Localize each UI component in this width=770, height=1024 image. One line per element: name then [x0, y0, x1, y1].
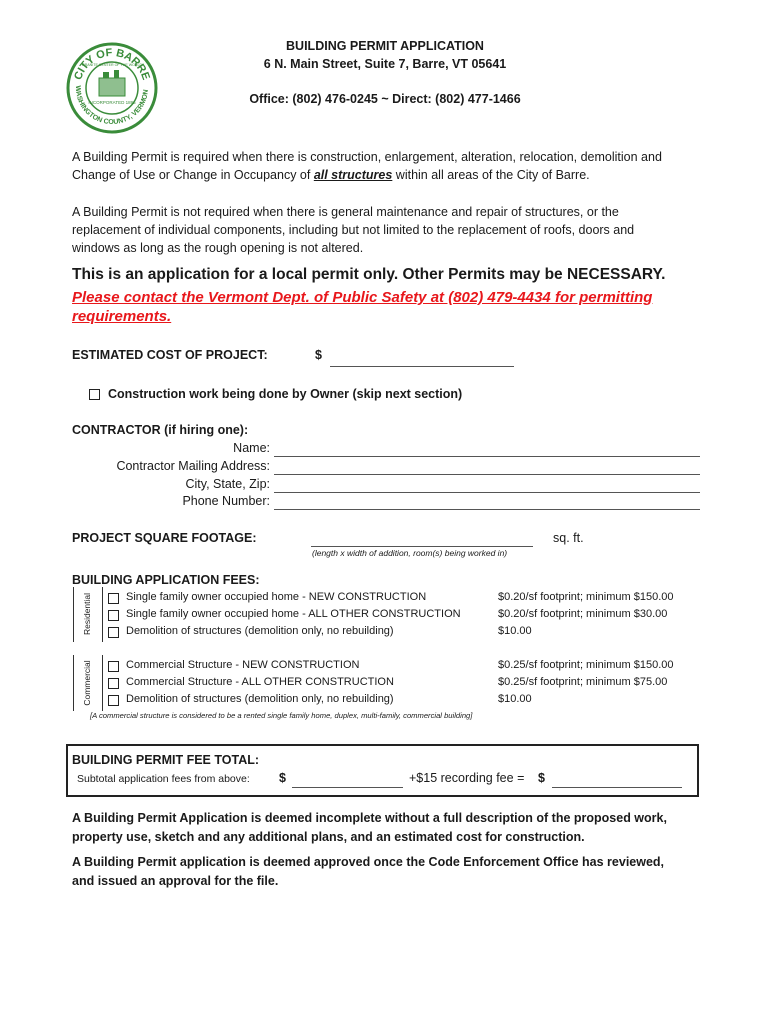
- fee-amount-res-demo: $10.00: [498, 625, 532, 637]
- contact-notice-line2: requirements.: [72, 308, 172, 325]
- fee-checkbox-com-demo[interactable]: [108, 695, 119, 706]
- owner-construction-label: Construction work being done by Owner (skip next section): [108, 387, 463, 401]
- contractor-heading: CONTRACTOR (if hiring one):: [72, 423, 249, 437]
- fee-amount-res-new: $0.20/sf footprint; minimum $150.00: [498, 591, 674, 603]
- fee-checkbox-com-other[interactable]: [108, 678, 119, 689]
- square-footage-unit: sq. ft.: [553, 531, 584, 545]
- square-footage-label: PROJECT SQUARE FOOTAGE:: [72, 531, 257, 545]
- seal-incorporated: INCORPORATED 1895: [88, 100, 136, 105]
- fee-checkbox-res-new[interactable]: [108, 593, 119, 604]
- fee-label-res-new: Single family owner occupied home - NEW CONSTRUCTION: [126, 591, 427, 603]
- contractor-city-label: City, State, Zip:: [185, 477, 270, 491]
- seal-top-text: CITY OF BARRE: [72, 46, 152, 82]
- local-permit-notice: This is an application for a local permit only. Other Permits may be NECESSARY.: [72, 266, 666, 283]
- subtotal-input[interactable]: [292, 787, 403, 788]
- intro-emphasis: all structures: [313, 168, 393, 182]
- square-footage-input[interactable]: [311, 546, 533, 547]
- contractor-address-input[interactable]: [274, 474, 700, 475]
- fee-label-com-demo: Demolition of structures (demolition only, no rebuilding): [126, 693, 394, 705]
- fee-label-res-demo: Demolition of structures (demolition only, no rebuilding): [126, 625, 394, 637]
- seal-ribbon: GRANITE CENTER OF THE WORLD: [81, 63, 143, 67]
- city-seal-icon: [66, 42, 158, 134]
- incomplete-application-note: A Building Permit Application is deemed incomplete without a full description of the proposed work, property use, sketch and any additional plans, and an estimated cost for construction.: [72, 811, 667, 844]
- form-title: BUILDING PERMIT APPLICATION: [286, 39, 484, 53]
- contractor-name-input[interactable]: [274, 456, 700, 457]
- contractor-phone-input[interactable]: [274, 509, 700, 510]
- estimated-cost-input[interactable]: [330, 366, 514, 367]
- fee-label-com-other: Commercial Structure - ALL OTHER CONSTRUCTION: [126, 676, 394, 688]
- estimated-cost-label: ESTIMATED COST OF PROJECT:: [72, 348, 268, 362]
- seal-bottom-text: WASHINGTON COUNTY, VERMON: [73, 85, 151, 127]
- fee-total-box: [66, 744, 699, 797]
- fee-label-res-other: Single family owner occupied home - ALL OTHER CONSTRUCTION: [126, 608, 461, 620]
- contractor-address-label: Contractor Mailing Address:: [116, 459, 270, 473]
- fee-checkbox-res-other[interactable]: [108, 610, 119, 621]
- intro-text-before: A Building Permit is required when there is construction, enlargement, alteration, relocation, demolition and Change of Use or Change in Occupancy of: [72, 150, 662, 182]
- approved-application-note: A Building Permit application is deemed approved once the Code Enforcement Office has reviewed, and issued an approval for the file.: [72, 855, 665, 888]
- commercial-label: Commercial: [82, 660, 92, 706]
- contact-notice-line1: Please contact the Vermont Dept. of Public Safety at (802) 479-4434 for permitting: [72, 289, 653, 306]
- total-currency: $: [538, 771, 545, 785]
- permit-not-required-paragraph: A Building Permit is not required when there is general maintenance and repair of structures, or the replacement of individual components, including but not limited to the replacement of roofs, doors and windows as long as the rough opening is not altered.: [72, 205, 635, 255]
- office-phones: Office: (802) 476-0245 ~ Direct: (802) 477-1466: [249, 92, 521, 106]
- commercial-definition-note: [A commercial structure is considered to be a rented single family home, duplex, multi-family, commercial building]: [90, 711, 473, 720]
- recording-fee-label: +$15 recording fee =: [409, 771, 525, 785]
- fee-label-com-new: Commercial Structure - NEW CONSTRUCTION: [126, 659, 360, 671]
- fee-checkbox-res-demo[interactable]: [108, 627, 119, 638]
- square-footage-hint: (length x width of addition, room(s) being worked in): [312, 548, 508, 558]
- fee-amount-res-other: $0.20/sf footprint; minimum $30.00: [498, 608, 668, 620]
- office-address: 6 N. Main Street, Suite 7, Barre, VT 05641: [263, 57, 507, 71]
- permit-required-paragraph: [72, 148, 682, 184]
- subtotal-label: Subtotal application fees from above:: [77, 773, 250, 785]
- fee-checkbox-com-new[interactable]: [108, 661, 119, 672]
- contractor-phone-label: Phone Number:: [182, 494, 270, 508]
- owner-construction-checkbox[interactable]: [89, 389, 100, 400]
- estimated-cost-currency: $: [315, 348, 322, 362]
- subtotal-currency: $: [279, 771, 286, 785]
- contractor-name-label: Name:: [233, 441, 270, 455]
- fee-amount-com-new: $0.25/sf footprint; minimum $150.00: [498, 659, 674, 671]
- fee-total-heading: BUILDING PERMIT FEE TOTAL:: [72, 753, 260, 767]
- intro-text-after: within all areas of the City of Barre.: [392, 168, 590, 182]
- contractor-city-input[interactable]: [274, 492, 700, 493]
- residential-label: Residential: [82, 592, 92, 636]
- total-input[interactable]: [552, 787, 682, 788]
- fee-amount-com-demo: $10.00: [498, 693, 532, 705]
- fee-amount-com-other: $0.25/sf footprint; minimum $75.00: [498, 676, 668, 688]
- fees-heading: BUILDING APPLICATION FEES:: [72, 573, 260, 587]
